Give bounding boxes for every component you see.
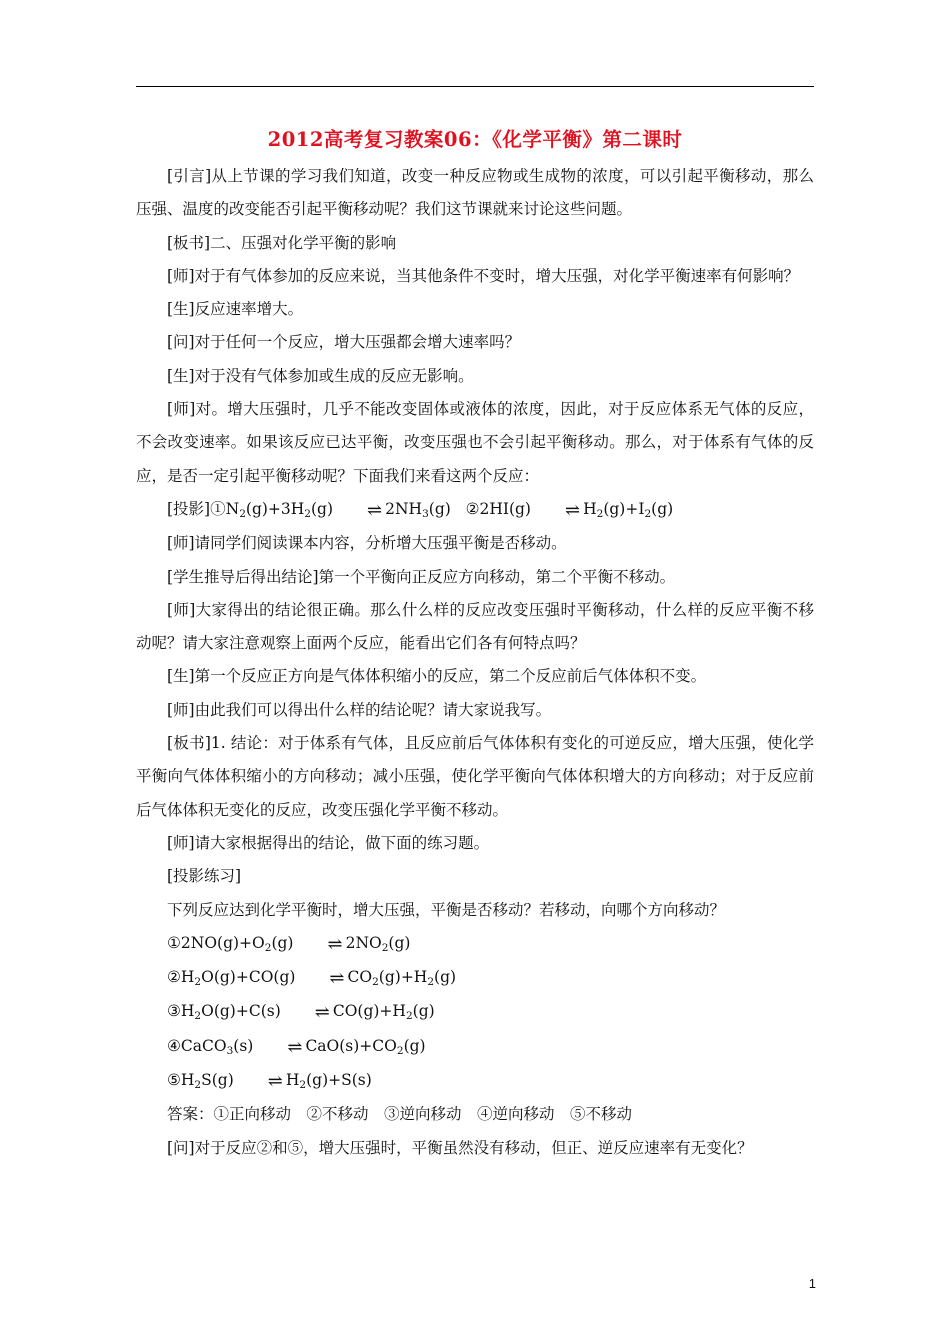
equilibrium-arrow: ⇌ <box>367 499 383 521</box>
equilibrium-arrow: ⇌ <box>564 499 581 521</box>
paragraph-student-conclusion: [学生推导后得出结论]第一个平衡向正反应方向移动，第二个平衡不移动。 <box>167 567 676 586</box>
page-number: 1 <box>808 1276 816 1291</box>
equilibrium-arrow: ⇌ <box>267 1071 283 1093</box>
exercise-reaction-2: $②H_2O(g)+CO(g)$ ⇌ $CO_2(g)+H_2(g)$ <box>136 961 814 995</box>
exercise-reaction-1: $①2NO(g)+O_2(g)$ ⇌ $2NO_2(g)$ <box>136 927 814 961</box>
paragraph-board-conclusion: [板书]1. 结论：对于体系有气体，且反应前后气体体积有变化的可逆反应，增大压强，使化学平衡向气体体积缩小的方向移动；减小压强，使化学平衡向气体体积增大的方向移动；对于反应前后气体体积无变化的反应，改变压强化学平衡不移动。 <box>136 734 814 819</box>
header-rule <box>136 86 814 87</box>
paragraph-teacher-3: [师]请同学们阅读课本内容，分析增大压强平衡是否移动。 <box>167 534 567 553</box>
paragraph-teacher-4: [师]大家得出的结论很正确。那么什么样的反应改变压强时平衡移动，什么样的反应平衡不移动呢？请大家注意观察上面两个反应，能看出它们各有何特点吗？ <box>136 600 814 653</box>
paragraph-teacher-6: [师]请大家根据得出的结论，做下面的练习题。 <box>167 833 490 852</box>
exercise-reaction-4: ④CaCO$_3$(s) ⇌ $CaO(s)+CO_2(g)$ <box>136 1030 814 1064</box>
paragraph-exercise-label: [投影练习] <box>167 867 242 886</box>
paragraph-question-1: [问]对于任何一个反应，增大压强都会增大速率吗？ <box>167 333 521 352</box>
document-body <box>136 160 814 1165</box>
paragraph-board-1: [板书]二、压强对化学平衡的影响 <box>167 233 397 252</box>
projection-label: [投影] <box>167 499 211 518</box>
paragraph-teacher-5: [师]由此我们可以得出什么样的结论呢？请大家说我写。 <box>167 700 552 719</box>
paragraph-teacher-2: [师]对。增大压强时，几乎不能改变固体或液体的浓度，因此，对于反应体系无气体的反应，不会改变速率。如果该反应已达平衡，改变压强也不会引起平衡移动。那么，对于体系有气体的反应，是否一定引起平衡移动呢？下面我们来看这两个反应： <box>136 400 814 485</box>
paragraph-student-1: [生]反应速率增大。 <box>167 300 304 319</box>
equilibrium-arrow: ⇌ <box>287 1036 303 1058</box>
paragraph-exercise-question: 下列反应达到化学平衡时，增大压强，平衡是否移动？若移动，向哪个方向移动？ <box>167 900 726 919</box>
equilibrium-arrow: ⇌ <box>327 933 343 955</box>
document-title: 2012高考复习教案06：《化学平衡》第二课时 <box>267 128 683 151</box>
exercise-reaction-3: $③H_2O(g)+C(s)$ ⇌ $CO(g)+H_2(g)$ <box>136 995 814 1029</box>
paragraph-answer: 答案：①正向移动 ②不移动 ③逆向移动 ④逆向移动 ⑤不移动 <box>167 1105 633 1124</box>
paragraph-teacher-1: [师]对于有气体参加的反应来说，当其他条件不变时，增大压强，对化学平衡速率有何影响？ <box>167 266 800 285</box>
projection-reactions: [投影]$①N_2(g)+3H_2(g)$ ⇌ $2NH_3(g)$ ②2HI(g) ⇌ $H_2(g)+I_2(g)$ <box>136 493 814 527</box>
equilibrium-arrow: ⇌ <box>329 968 345 990</box>
paragraph-student-2: [生]对于没有气体参加或生成的反应无影响。 <box>167 366 474 385</box>
paragraph-question-2: [问]对于反应②和⑤，增大压强时，平衡虽然没有移动，但正、逆反应速率有无变化？ <box>167 1138 753 1157</box>
paragraph-student-3: [生]第一个反应正方向是气体体积缩小的反应，第二个反应前后气体体积不变。 <box>167 667 707 686</box>
exercise-reaction-5: $⑤H_2S(g)$ ⇌ $H_2(g)+S(s)$ <box>136 1064 814 1098</box>
equilibrium-arrow: ⇌ <box>314 1002 330 1024</box>
paragraph-intro: [引言]从上节课的学习我们知道，改变一种反应物或生成物的浓度，可以引起平衡移动，那么压强、温度的改变能否引起平衡移动呢？我们这节课就来讨论这些问题。 <box>136 167 814 219</box>
